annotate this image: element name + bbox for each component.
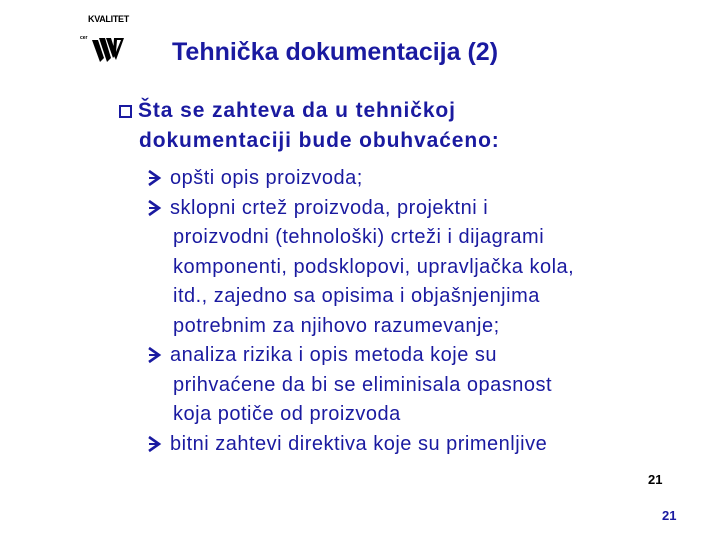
item-line: komponenti, podsklopovi, upravljačka kola, [173,255,575,278]
item-line: sklopni crtež proizvoda, projektni i [170,196,489,219]
arrow-right-icon [146,346,164,364]
item-line: potrebnim za njihovo razumevanje; [173,314,500,337]
list-item [146,430,686,460]
arrow-right-icon [146,199,164,217]
page-number-bottom: 21 [662,508,677,523]
question-text-1: Šta se zahteva da u tehničkoj [138,99,456,122]
item-line: koja potiče od proizvoda [173,403,401,425]
slide-title: Tehnička dokumentacija (2) [172,38,499,66]
arrow-right-icon [146,169,164,187]
item-line: opšti opis proizvoda; [170,167,363,189]
item-line: proizvodni (tehnološki) crteži i dijagrami [173,226,545,248]
page-number-top: 21 [648,472,663,487]
question-line-1 [119,96,679,126]
square-checkbox-icon [119,105,132,118]
bullet-list [146,164,686,459]
kvalitet-logo [80,14,130,70]
logo-word: KVALITET [88,14,129,24]
item-line: analiza rizika i opis metoda koje su [170,344,498,366]
item-line: bitni zahtevi direktiva koje su primenljive [170,432,548,455]
item-line: prihvaćene da bi se eliminisala opasnost [173,373,553,396]
list-item [146,341,686,430]
question-line-2: dokumentaciji bude obuhvaćeno: [139,129,500,152]
question-block [119,96,679,156]
arrow-right-icon [146,435,164,453]
list-item [146,194,686,342]
item-line: itd., zajedno sa opisima i objašnjenjima [173,285,540,307]
list-item [146,164,686,194]
logo-small-text: cer [80,35,88,41]
